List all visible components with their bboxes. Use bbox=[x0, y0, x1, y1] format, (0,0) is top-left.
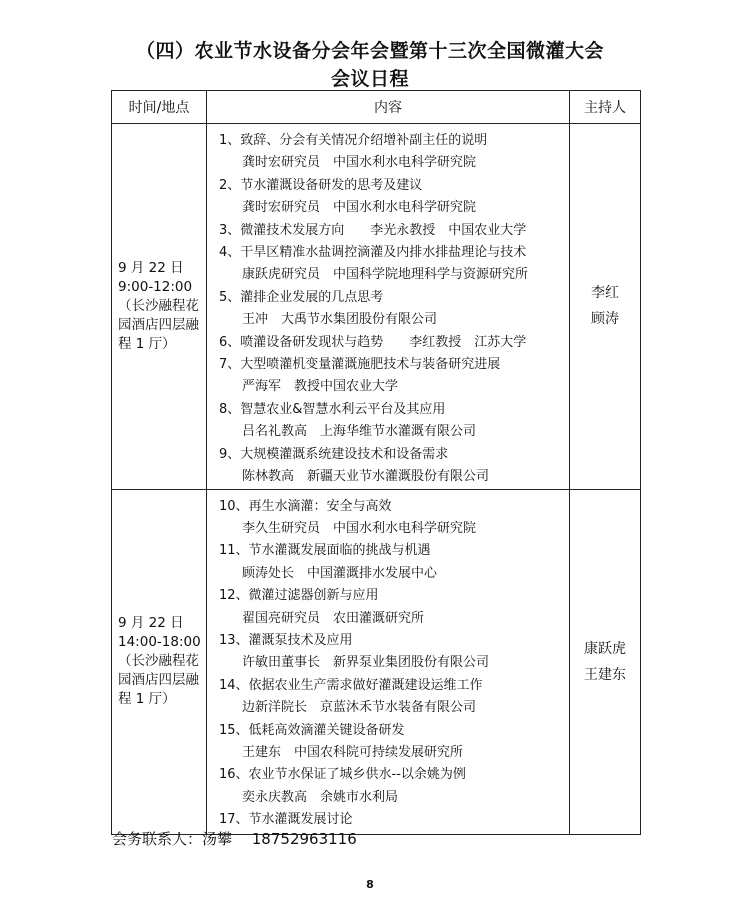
agenda-item-speaker-line bbox=[207, 518, 569, 540]
header-content: 内容 bbox=[207, 91, 570, 124]
agenda-item-speaker: 严海军 教授中国农业大学 bbox=[242, 379, 399, 395]
agenda-item-title: 11、节水灌溉发展面临的挑战与机遇 bbox=[219, 543, 431, 559]
agenda-item-title: 13、灌溉泵技术及应用 bbox=[219, 632, 353, 648]
agenda-item bbox=[207, 287, 569, 309]
agenda-item-speaker: 李久生研究员 中国水利水电科学研究院 bbox=[242, 520, 477, 536]
agenda-item-speaker-line bbox=[207, 697, 569, 719]
session-hosts bbox=[570, 124, 641, 490]
agenda-item bbox=[207, 540, 569, 562]
agenda-item-title: 16、农业节水保证了城乡供水--以余姚为例 bbox=[219, 767, 466, 783]
session-row bbox=[112, 124, 641, 490]
agenda-item bbox=[207, 175, 569, 197]
agenda-item bbox=[207, 242, 569, 264]
agenda-item bbox=[207, 130, 569, 152]
header-time: 时间/地点 bbox=[112, 91, 207, 124]
agenda-item bbox=[207, 496, 569, 518]
session-contents bbox=[207, 489, 570, 834]
page-number: 8 bbox=[366, 878, 374, 891]
agenda-item-speaker: 翟国亮研究员 农田灌溉研究所 bbox=[242, 610, 425, 626]
agenda-item-title: 17、节水灌溉发展讨论 bbox=[219, 812, 353, 828]
session-time-place: 9 月 22 日 9:00-12:00（长沙融程花园酒店四层融程 1 厅） bbox=[112, 124, 207, 490]
agenda-item-speaker: 吕名礼教高 上海华维节水灌溉有限公司 bbox=[242, 424, 477, 440]
agenda-item-title: 8、智慧农业&智慧水利云平台及其应用 bbox=[219, 401, 446, 417]
agenda-item-speaker-line bbox=[207, 309, 569, 331]
host-name: 顾涛 bbox=[591, 311, 619, 328]
agenda-item bbox=[207, 354, 569, 376]
agenda-item bbox=[207, 220, 569, 242]
agenda-item-speaker-line bbox=[207, 421, 569, 443]
agenda-item-title: 7、大型喷灌机变量灌溉施肥技术与装备研究进展 bbox=[219, 357, 501, 373]
agenda-item bbox=[207, 585, 569, 607]
agenda-item-title: 10、再生水滴灌：安全与高效 bbox=[219, 498, 392, 514]
agenda-item-speaker: 康跃虎研究员 中国科学院地理科学与资源研究所 bbox=[242, 267, 529, 283]
agenda-item bbox=[207, 399, 569, 421]
contact-info: 会务联系人：汤攀 18752963116 bbox=[112, 830, 357, 848]
agenda-item bbox=[207, 675, 569, 697]
agenda-item-speaker-line bbox=[207, 652, 569, 674]
agenda-item-speaker-line bbox=[207, 563, 569, 585]
host-name: 李红 bbox=[591, 285, 619, 302]
agenda-item-speaker-line bbox=[207, 197, 569, 219]
session-contents bbox=[207, 124, 570, 490]
agenda-item-speaker: 边新洋院长 京蓝沐禾节水装备有限公司 bbox=[242, 700, 477, 716]
agenda-item bbox=[207, 444, 569, 466]
agenda-item-speaker: 许敏田董事长 新界泵业集团股份有限公司 bbox=[242, 655, 490, 671]
agenda-item-speaker: 龚时宏研究员 中国水利水电科学研究院 bbox=[242, 155, 477, 171]
agenda-item-speaker: 奕永庆教高 余姚市水利局 bbox=[242, 789, 399, 805]
agenda-item-speaker-line bbox=[207, 376, 569, 398]
agenda-item-title: 1、致辞、分会有关情况介绍增补副主任的说明 bbox=[219, 133, 488, 148]
agenda-item bbox=[207, 332, 569, 354]
agenda-item-speaker-line bbox=[207, 152, 569, 174]
agenda-item-title: 12、微灌过滤器创新与应用 bbox=[219, 588, 379, 604]
agenda-item-title: 3、微灌技术发展方向 李光永教授 中国农业大学 bbox=[219, 222, 527, 238]
agenda-item-title: 5、灌排企业发展的几点思考 bbox=[219, 289, 384, 305]
agenda-item bbox=[207, 630, 569, 652]
page-title: （四）农业节水设备分会年会暨第十三次全国微灌大会 bbox=[135, 40, 604, 62]
header-host: 主持人 bbox=[570, 91, 641, 124]
agenda-item-speaker: 龚时宏研究员 中国水利水电科学研究院 bbox=[242, 200, 477, 216]
agenda-item-speaker-line bbox=[207, 264, 569, 286]
table-header-row bbox=[112, 91, 641, 124]
session-hosts bbox=[570, 489, 641, 834]
agenda-item-speaker-line bbox=[207, 787, 569, 809]
session-row bbox=[112, 489, 641, 834]
session-time-place: 9 月 22 日 14:00-18:00（长沙融程花园酒店四层融程 1 厅） bbox=[112, 489, 207, 834]
agenda-item-title: 2、节水灌溉设备研发的思考及建议 bbox=[219, 177, 423, 193]
agenda-item-title: 9、大规模灌溉系统建设技术和设备需求 bbox=[219, 446, 449, 462]
agenda-item bbox=[207, 720, 569, 742]
schedule-table bbox=[111, 90, 641, 835]
agenda-item-title: 14、依据农业生产需求做好灌溉建设运维工作 bbox=[219, 677, 483, 693]
host-name: 康跃虎 bbox=[584, 640, 626, 657]
agenda-item-title: 4、干旱区精准水盐调控滴灌及内排水排盐理论与技术 bbox=[219, 245, 527, 261]
host-name: 王建东 bbox=[584, 666, 626, 683]
agenda-item-speaker-line bbox=[207, 466, 569, 488]
agenda-item bbox=[207, 764, 569, 786]
agenda-item-title: 15、低耗高效滴灌关键设备研发 bbox=[219, 722, 405, 738]
agenda-item-speaker: 陈林教高 新疆天业节水灌溉股份有限公司 bbox=[242, 469, 490, 485]
agenda-item-speaker: 王建东 中国农科院可持续发展研究所 bbox=[242, 744, 464, 760]
agenda-item-speaker: 王冲 大禹节水集团股份有限公司 bbox=[242, 312, 438, 328]
page-subtitle: 会议日程 bbox=[330, 68, 409, 90]
agenda-item-title: 6、喷灌设备研发现状与趋势 李红教授 江苏大学 bbox=[219, 334, 527, 350]
agenda-item-speaker-line bbox=[207, 608, 569, 630]
agenda-item-speaker: 顾涛处长 中国灌溉排水发展中心 bbox=[242, 565, 438, 581]
agenda-item-speaker-line bbox=[207, 742, 569, 764]
